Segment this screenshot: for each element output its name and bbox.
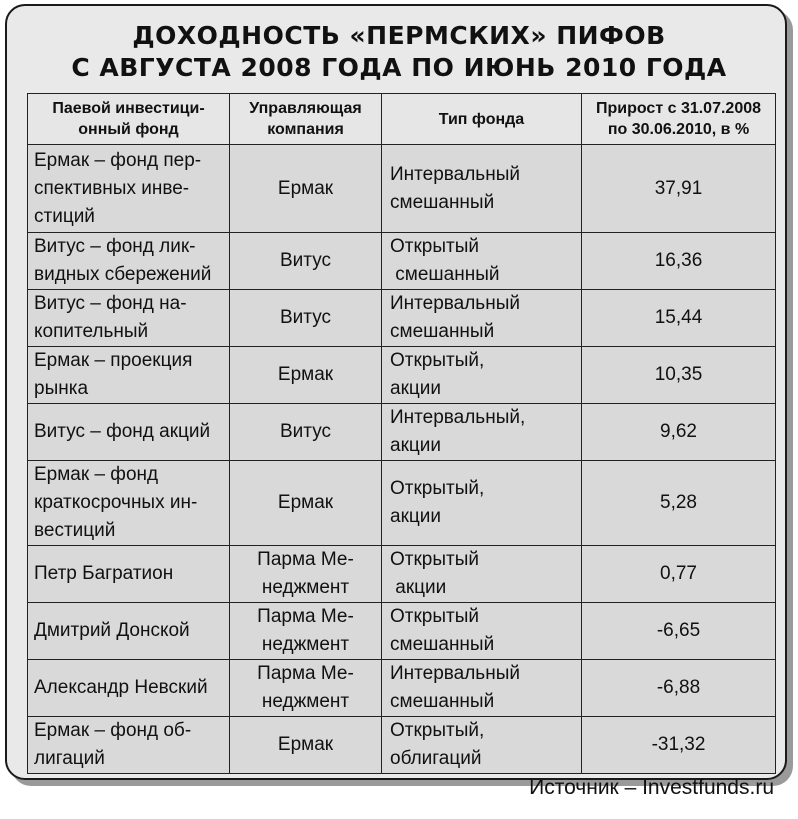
cell-fund-line: Ермак – фонд об-: [34, 720, 192, 741]
table-row: [28, 347, 776, 404]
cell-type: [382, 717, 582, 774]
cell-growth-line: -31,32: [651, 734, 706, 755]
cell-company: [230, 347, 382, 404]
cell-fund-line: Ермак – фонд: [34, 464, 159, 485]
cell-type-line: смешанный: [390, 634, 495, 655]
table-row: [28, 546, 776, 603]
cell-growth: [582, 347, 776, 404]
cell-type-line: акции: [390, 378, 441, 399]
funds-table: [27, 93, 776, 774]
cell-company-line: Ермак: [277, 177, 334, 199]
table-row: [28, 717, 776, 774]
cell-type-line: смешанный: [390, 321, 495, 342]
cell-type-line: Открытый: [390, 549, 479, 570]
cell-type-line: акции: [390, 435, 441, 456]
source-note: Источник – Investfunds.ru: [529, 776, 774, 799]
cell-type-line: Открытый: [390, 606, 479, 627]
cell-fund-line: Витус – фонд акций: [34, 421, 211, 442]
cell-fund: [28, 233, 230, 290]
cell-fund-line: Петр Багратион: [34, 563, 174, 584]
cell-growth: [582, 461, 776, 546]
cell-company: [230, 233, 382, 290]
cell-fund-line: краткосрочных ин-: [34, 492, 198, 513]
cell-company: [230, 660, 382, 717]
cell-type-line: смешанный: [390, 691, 495, 712]
cell-type-line: Интервальный: [390, 663, 520, 684]
cell-growth-line: -6,88: [656, 677, 701, 698]
cell-company: [230, 404, 382, 461]
cell-company: [230, 603, 382, 660]
cell-fund-line: Ермак – проекция: [34, 350, 193, 371]
cell-type-line: акции: [390, 506, 441, 527]
cell-type: [382, 233, 582, 290]
cell-growth-line: 10,35: [654, 364, 703, 385]
cell-type: [382, 660, 582, 717]
cell-fund-line: стиций: [34, 205, 95, 227]
cell-fund-line: спективных инве-: [34, 177, 190, 199]
table-row: [28, 404, 776, 461]
cell-fund-line: видных сбережений: [34, 264, 212, 285]
cell-growth: [582, 660, 776, 717]
cell-company-line: Витус: [280, 250, 331, 271]
cell-type-line: Интервальный: [390, 163, 520, 185]
cell-fund-line: Александр Невский: [34, 677, 208, 698]
cell-company-line: Ермак: [277, 492, 334, 513]
cell-fund: [28, 546, 230, 603]
cell-type-line: облигаций: [390, 748, 482, 769]
cell-growth: [582, 717, 776, 774]
cell-company-line: Ермак: [277, 734, 334, 755]
cell-company-line: Витус: [280, 307, 331, 328]
cell-growth: [582, 546, 776, 603]
title-line-1: ДОХОДНОСТЬ «ПЕРМСКИХ» ПИФОВ: [132, 21, 666, 50]
header-company: Управляющая компания: [230, 94, 382, 145]
cell-type-line: Открытый,: [390, 350, 485, 371]
cell-fund-line: Ермак – фонд пер-: [34, 149, 202, 171]
cell-type: [382, 404, 582, 461]
cell-growth-line: 0,77: [660, 563, 697, 584]
cell-company: [230, 461, 382, 546]
header-growth: Прирост с 31.07.2008 по 30.06.2010, в %: [582, 94, 776, 145]
cell-company: [230, 290, 382, 347]
cell-growth: [582, 145, 776, 233]
cell-company: [230, 546, 382, 603]
cell-type-line: акции: [390, 577, 447, 598]
cell-fund-line: копительный: [34, 321, 149, 342]
header-fund: Паевой инвестици- онный фонд: [28, 94, 230, 145]
cell-fund-line: Витус – фонд лик-: [34, 236, 196, 257]
cell-fund: [28, 603, 230, 660]
cell-type: [382, 347, 582, 404]
cell-type: [382, 603, 582, 660]
cell-growth: [582, 233, 776, 290]
cell-growth-line: 5,28: [660, 492, 697, 513]
cell-type-line: Открытый,: [390, 720, 485, 741]
cell-fund-line: рынка: [34, 378, 89, 399]
cell-growth-line: -6,65: [656, 620, 701, 641]
cell-company-line: неджмент: [261, 634, 350, 655]
cell-growth-line: 37,91: [654, 177, 703, 199]
table-row: [28, 290, 776, 347]
cell-type-line: Открытый: [390, 236, 479, 257]
table-row: [28, 660, 776, 717]
cell-type: [382, 145, 582, 233]
cell-company-line: Ермак: [277, 364, 334, 385]
cell-type: [382, 461, 582, 546]
cell-fund: [28, 660, 230, 717]
cell-growth-line: 16,36: [654, 250, 703, 271]
cell-fund: [28, 347, 230, 404]
cell-company-line: Парма Ме-: [257, 663, 354, 684]
table-row: [28, 145, 776, 233]
cell-type-line: Открытый,: [390, 478, 485, 499]
cell-growth: [582, 290, 776, 347]
cell-fund-line: Дмитрий Донской: [34, 620, 190, 641]
cell-company-line: неджмент: [261, 691, 350, 712]
cell-fund-line: вестиций: [34, 520, 116, 541]
title-line-2: С АВГУСТА 2008 ГОДА ПО ИЮНЬ 2010 ГОДА: [71, 53, 727, 82]
cell-company-line: Парма Ме-: [257, 606, 354, 627]
table-row: [28, 461, 776, 546]
cell-type-line: смешанный: [390, 264, 500, 285]
cell-fund: [28, 717, 230, 774]
cell-type-line: Интервальный,: [390, 407, 526, 428]
cell-fund: [28, 404, 230, 461]
cell-fund: [28, 145, 230, 233]
cell-growth-line: 9,62: [660, 421, 697, 442]
header-type: Тип фонда: [382, 94, 582, 145]
cell-fund: [28, 290, 230, 347]
page-title: [0, 20, 798, 84]
cell-fund: [28, 461, 230, 546]
table-header-row: [28, 94, 776, 145]
cell-company-line: Парма Ме-: [257, 549, 354, 570]
cell-fund-line: лигаций: [34, 748, 105, 769]
cell-growth: [582, 603, 776, 660]
cell-company: [230, 145, 382, 233]
cell-growth: [582, 404, 776, 461]
cell-type-line: смешанный: [390, 191, 495, 213]
cell-company-line: Витус: [280, 421, 331, 442]
cell-type: [382, 546, 582, 603]
cell-company-line: неджмент: [261, 577, 350, 598]
table-row: [28, 233, 776, 290]
table-row: [28, 603, 776, 660]
cell-company: [230, 717, 382, 774]
cell-type: [382, 290, 582, 347]
cell-fund-line: Витус – фонд на-: [34, 293, 187, 314]
cell-growth-line: 15,44: [654, 307, 703, 328]
cell-type-line: Интервальный: [390, 293, 520, 314]
